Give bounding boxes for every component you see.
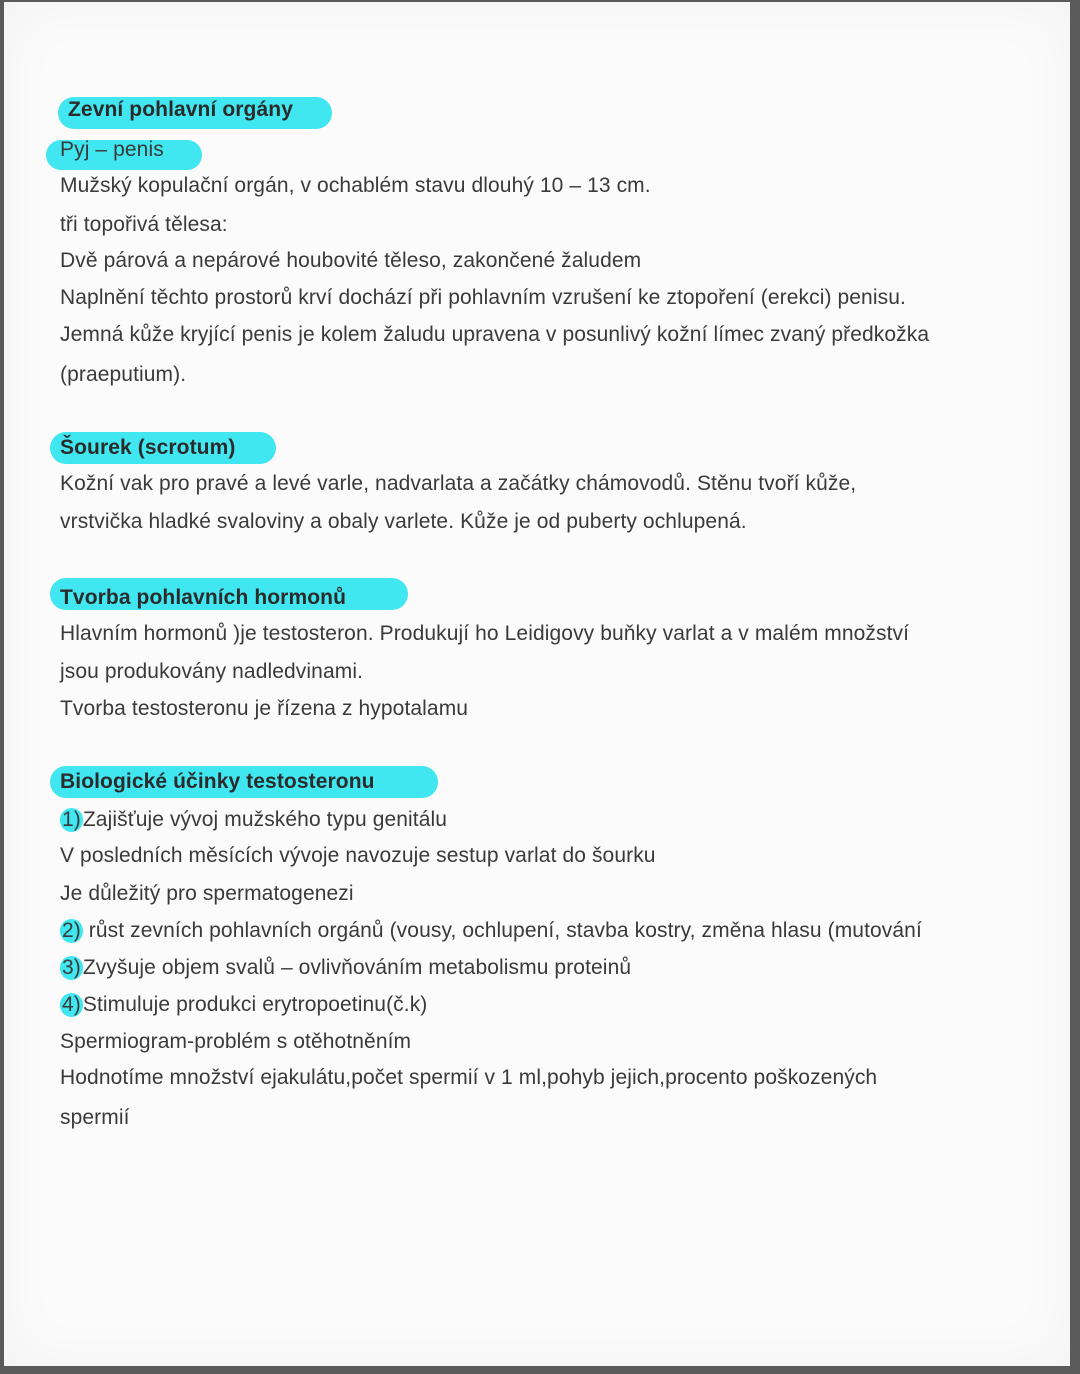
section-heading: Šourek (scrotum) xyxy=(60,436,236,459)
item-marker: 2) xyxy=(62,919,81,942)
item-text: Zajišťuje vývoj mužského typu genitálu xyxy=(82,808,448,831)
section-heading: Biologické účinky testosteronu xyxy=(60,770,375,793)
section-heading: Tvorba pohlavních hormonů xyxy=(60,586,347,609)
text-line: tři topořivá tělesa: xyxy=(60,213,228,236)
text-line: Jemná kůže kryjící penis je kolem žaludu upravena v posunlivý kožní límec zvaný předkožka xyxy=(60,323,930,346)
text-line: Dvě párová a nepárové houbovité těleso, zakončené žaludem xyxy=(60,249,642,272)
item-marker: 1) xyxy=(62,808,81,831)
item-text: Hodnotíme množství ejakulátu,počet spermií v 1 ml,pohyb jejich,procento poškozených xyxy=(60,1066,878,1089)
item-text: spermií xyxy=(60,1106,130,1129)
list-item xyxy=(60,882,354,906)
text-line: Hlavním hormonů )je testosteron. Produkují ho Leidigovy buňky varlat a v malém množství xyxy=(60,622,910,645)
list-item xyxy=(60,919,922,943)
item-text: Je důležitý pro spermatogenezi xyxy=(60,882,354,905)
list-item xyxy=(60,808,447,832)
item-text: Stimuluje produkci erytropoetinu(č.k) xyxy=(82,993,428,1016)
text-line: Kožní vak pro pravé a levé varle, nadvarlata a začátky chámovodů. Stěnu tvoří kůže, xyxy=(60,472,857,495)
item-text: růst zevních pohlavních orgánů (vousy, ochlupení, stavba kostry, změna hlasu (mutování xyxy=(82,919,922,942)
section-heading: Zevní pohlavní orgány xyxy=(68,98,293,121)
text-line: jsou produkovány nadledvinami. xyxy=(60,660,364,683)
document-page xyxy=(4,2,1070,1366)
list-item xyxy=(60,956,631,980)
item-marker: 4) xyxy=(62,993,81,1016)
text-line: (praeputium). xyxy=(60,363,187,386)
list-item xyxy=(60,1030,411,1054)
item-text: Spermiogram-problém s otěhotněním xyxy=(60,1030,412,1053)
subheading: Pyj – penis xyxy=(60,138,164,161)
list-item xyxy=(60,1106,130,1130)
text-line: vrstvička hladké svaloviny a obaly varlete. Kůže je od puberty ochlupená. xyxy=(60,510,747,533)
list-item xyxy=(60,844,656,868)
list-item xyxy=(60,1066,877,1090)
text-line: Tvorba testosteronu je řízena z hypotalamu xyxy=(60,697,469,720)
text-line: Mužský kopulační orgán, v ochablém stavu dlouhý 10 – 13 cm. xyxy=(60,174,651,197)
item-text: Zvyšuje objem svalů – ovlivňováním metabolismu proteinů xyxy=(82,956,632,979)
item-marker: 3) xyxy=(62,956,81,979)
item-text: V posledních měsících vývoje navozuje sestup varlat do šourku xyxy=(60,844,656,867)
text-line: Naplnění těchto prostorů krví dochází při pohlavním vzrušení ke ztopoření (erekci) penisu. xyxy=(60,286,906,309)
list-item xyxy=(60,993,427,1017)
